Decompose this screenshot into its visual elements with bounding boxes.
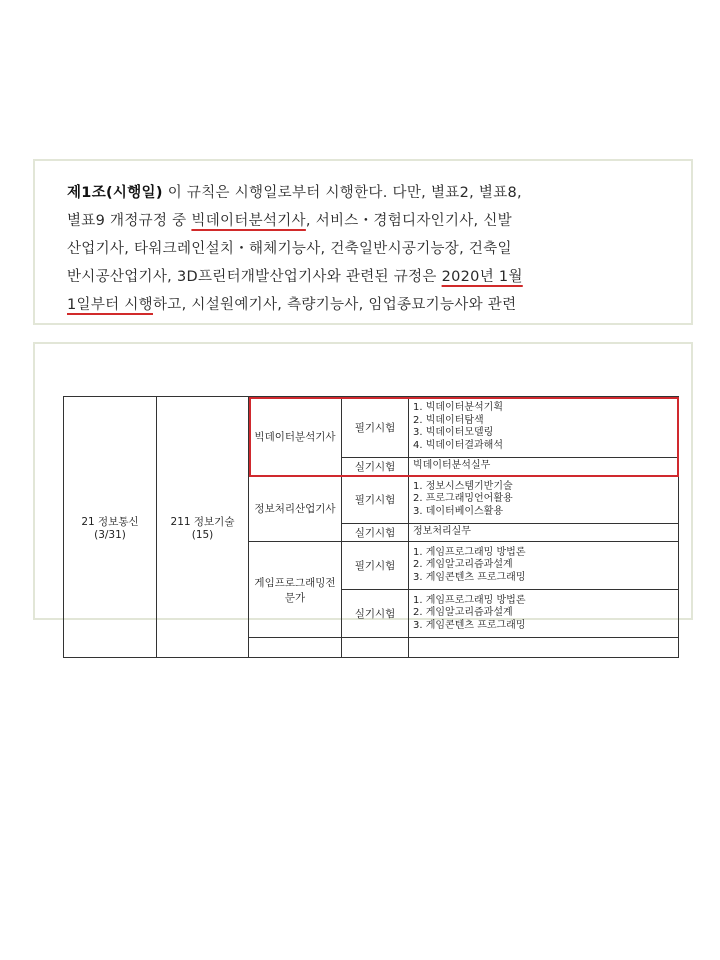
cert-name-cell: 빅데이터분석기사	[249, 397, 342, 476]
paragraph-line-3	[67, 235, 677, 263]
table-row	[64, 397, 679, 458]
list-item: 3. 게임콘텐츠 프로그래밍	[413, 571, 526, 583]
empty-cell	[342, 638, 409, 658]
exam-type-cell: 필기시험	[342, 542, 409, 590]
text-span: 별표9 개정규정 중	[67, 213, 192, 229]
list-item: 2. 게임알고리즘과설계	[413, 559, 513, 571]
field-name: 21 정보통신	[81, 515, 139, 528]
list-item: 1. 게임프로그래밍 방법론	[413, 594, 526, 606]
cert-name-cell: 정보처리산업기사	[249, 476, 342, 542]
list-item: 2. 빅데이터탐색	[413, 414, 484, 426]
subject-list-cell	[409, 476, 679, 524]
list-item: 3. 데이터베이스활용	[413, 505, 503, 517]
subfield-count: (15)	[191, 528, 214, 541]
exam-type-cell: 필기시험	[342, 476, 409, 524]
exam-type-cell: 실기시험	[342, 458, 409, 476]
article-heading: 제1조(시행일)	[67, 185, 163, 201]
underlined-effective-text: 1일부터 시행	[67, 297, 153, 313]
list-item: 4. 빅데이터결과해석	[413, 439, 503, 451]
list-item: 2. 게임알고리즘과설계	[413, 607, 513, 619]
subfield-cell	[157, 397, 249, 658]
list-item: 1. 빅데이터분석기획	[413, 402, 503, 413]
list-item: 1. 정보시스템기반기술	[413, 480, 513, 492]
text-span: 하고, 시설원예기사, 측량기능사, 임업종묘기능사와 관련	[152, 297, 517, 313]
list-item: 3. 게임콘텐츠 프로그래밍	[413, 619, 526, 631]
subject-cell: 정보처리실무	[409, 524, 679, 542]
article-excerpt-panel	[33, 159, 693, 325]
article-paragraph	[67, 179, 677, 319]
subfield-name: 211 정보기술	[170, 515, 235, 528]
empty-cell	[409, 638, 679, 658]
text-span: 이 규칙은 시행일로부터 시행한다. 다만, 별표2, 별표8,	[162, 185, 522, 201]
paragraph-line-5	[67, 291, 677, 319]
empty-cell	[249, 638, 342, 658]
field-count: (3/31)	[94, 528, 126, 541]
cert-name-cell: 게임프로그래밍전문가	[249, 542, 342, 638]
exam-type-cell: 실기시험	[342, 524, 409, 542]
exam-type-cell: 실기시험	[342, 590, 409, 638]
text-span: 반시공산업기사, 3D프린터개발산업기사와 관련된 규정은	[67, 269, 442, 285]
list-item: 3. 빅데이터모델링	[413, 427, 494, 438]
text-span: , 서비스・경험디자인기사, 신발	[305, 213, 512, 229]
paragraph-line-1	[67, 179, 677, 207]
paragraph-line-4	[67, 263, 677, 291]
text-span: 산업기사, 타워크레인설치・해체기능사, 건축일반시공기능장, 건축일	[67, 241, 512, 257]
field-cell	[64, 397, 157, 658]
subject-list-cell	[409, 590, 679, 638]
underlined-bigdata-text: 빅데이터분석기사	[191, 213, 306, 229]
paragraph-line-2	[67, 207, 677, 235]
exam-subject-table	[63, 396, 679, 658]
list-item: 1. 게임프로그래밍 방법론	[413, 546, 526, 558]
subject-list-cell	[409, 397, 679, 458]
subject-cell: 빅데이터분석실무	[409, 458, 679, 476]
exam-type-cell: 필기시험	[342, 397, 409, 458]
exam-subject-table-panel	[33, 342, 693, 631]
list-item: 2. 프로그래밍언어활용	[413, 493, 513, 505]
subject-list-cell	[409, 542, 679, 590]
underlined-date-text: 2020년 1월	[441, 269, 523, 285]
